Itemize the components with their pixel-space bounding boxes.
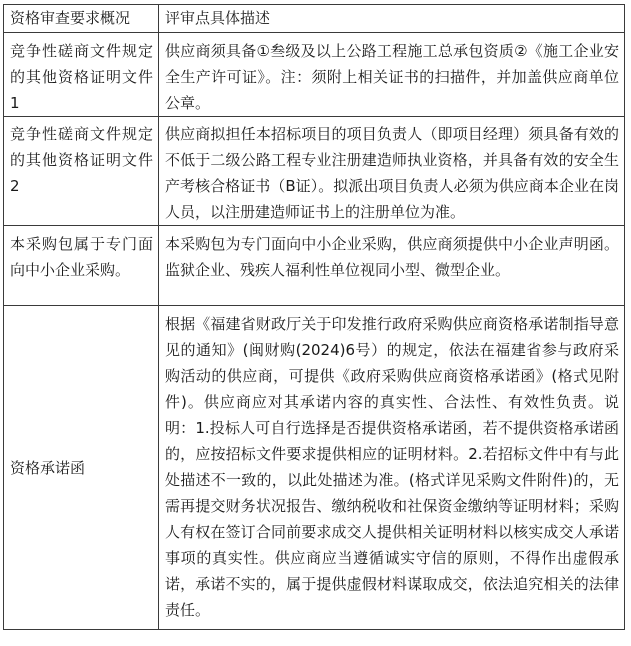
qualification-review-table	[3, 4, 625, 630]
description-cell: 根据《福建省财政厅关于印发推行政府采购供应商资格承诺制指导意见的通知》(闽财购(2024)6号）的规定，依法在福建省参与政府采购活动的供应商，可提供《政府采购供应商资格承诺函》(格式见附件)。供应商应对其承诺内容的真实性、合法性、有效性负责。说明：1.投标人可自行选择是否提供资格承诺函，若不提供资格承诺函的，应按招标文件要求提供相应的证明材料。2.若招标文件中有与此处描述不一致的，以此处描述为准。(格式详见采购文件附件)的，无需再提交财务状况报告、缴纳税收和社保资金缴纳等证明材料；采购人有权在签订合同前要求成交人提供相关证明材料以核实成交人承诺事项的真实性。供应商应当遵循诚实守信的原则，不得作出虚假承诺，承诺不实的，属于提供虚假材料谋取成交，依法追究相关的法律责任。	[159, 306, 625, 630]
requirement-cell: 竞争性磋商文件规定的其他资格证明文件2	[4, 117, 159, 226]
table-header-row	[4, 5, 625, 33]
requirement-cell: 竞争性磋商文件规定的其他资格证明文件1	[4, 33, 159, 117]
header-review-point-description: 评审点具体描述	[159, 5, 625, 33]
table-row	[4, 33, 625, 117]
header-requirement-overview: 资格审查要求概况	[4, 5, 159, 33]
description-cell: 供应商拟担任本招标项目的项目负责人（即项目经理）须具备有效的不低于二级公路工程专业注册建造师执业资格，并具备有效的安全生产考核合格证书（B证）。拟派出项目负责人必须为供应商本企业在岗人员，以注册建造师证书上的注册单位为准。	[159, 117, 625, 226]
description-cell: 本采购包为专门面向中小企业采购，供应商须提供中小企业声明函。监狱企业、残疾人福利性单位视同小型、微型企业。	[159, 226, 625, 306]
table-row	[4, 226, 625, 306]
requirement-cell: 本采购包属于专门面向中小企业采购。	[4, 226, 159, 306]
table-row	[4, 306, 625, 630]
description-cell: 供应商须具备①叁级及以上公路工程施工总承包资质②《施工企业安全生产许可证》。注：须附上相关证书的扫描件，并加盖供应商单位公章。	[159, 33, 625, 117]
table-row	[4, 117, 625, 226]
requirement-cell: 资格承诺函	[4, 306, 159, 630]
